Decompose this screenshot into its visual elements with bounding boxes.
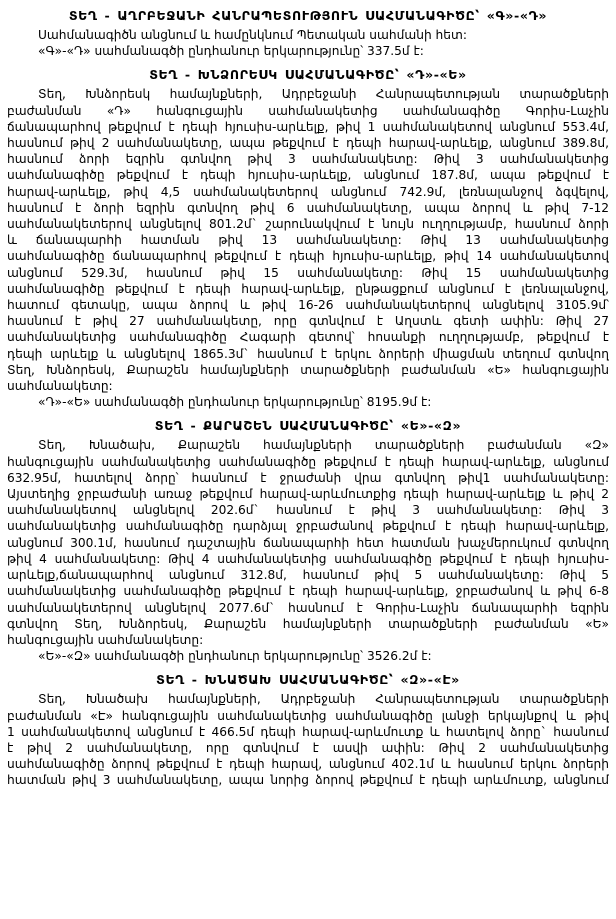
text-line: անցնում 529.3մ, հասնում թիվ 15 սահմանակետը: Թիվ 15 սահմանակետից <box>7 265 609 280</box>
text-line: Սահմանագիծն անցնում և համընկնում Պետական սահմանի հետ: <box>38 28 467 42</box>
text-line: արևելք,ճանապարհով անցնում 312.8մ, հասնում թիվ 5 սահմանակետը: Թիվ 5 <box>7 568 609 583</box>
section-heading: ՏԵՂ - ԱՂՐԲԵՋԱՆԻ ՀԱՆՐԱՊԵՏՈՒԹՅՈՒՆ ՍԱՀՄԱՆԱԳԻԾԸ՝ «Գ»-«Դ» <box>68 8 548 23</box>
text-line: հանգուցային սահմանակետը: <box>7 632 204 647</box>
section-body <box>7 691 609 788</box>
text-line: անցնում 300.1մ, հասնում դաշտային ճանապարհի հետ հատման խաչմերուկում գտնվող <box>7 535 609 550</box>
text-line: բաժանման «Է» հանգուցային սահմանակետից սահմանագիծը լանջի երկայնքով և թիվ <box>7 708 609 723</box>
text-line: սահմանակետից սահմանագիծը թեքվում է դեպի հարավ-արևելք, ջրբաժանով և թիվ 6-8 <box>7 584 609 599</box>
text-line: թիվ 4 սահմանակետը: Թիվ 4 սահմանակետից սահմանագիծը թեքվում է դեպի հյուսիս- <box>7 551 609 566</box>
text-line: բաժանման «Դ» հանգուցային սահմանակետից սահմանագիծը Գորիս-Լաչին <box>7 103 609 118</box>
text-line: հատում գետակը, ապա ձորով և թիվ 16-26 սահմանակետերով անցնելով 3105.9մ՝ <box>7 298 609 313</box>
text-line: «Ե»-«Զ» սահմանագծի ընդհանուր երկարությունը՝ 3526.2մ է: <box>38 649 432 664</box>
text-line: Տեղ, Խնածախ, Քարաշեն համայնքների տարածքների բաժանման «Զ» <box>38 438 609 453</box>
text-line: հասնում է ձորի եզրին գտնվող թիվ 6 սահմանակետը, ապա ձորով և թիվ 7-12 <box>7 200 609 215</box>
section-body <box>7 437 609 664</box>
text-line: հասնում ձորի եզրին գտնվող թիվ 3 սահմանակետը: Թիվ 3 սահմանակետից <box>7 152 609 167</box>
text-line: Տեղ, Խնձորեսկ համայնքների, Ադրբեջանի Հանրապետության տարածքների <box>38 87 609 102</box>
section-heading: ՏԵՂ - ՔԱՐԱՇԵՆ ՍԱՀՄԱՆԱԳԻԾԸ՝ «Ե»-«Զ» <box>154 418 462 434</box>
text-line: սահմանագիծը ճանապարհով թեքվում է դեպի հյուսիս-արևելք, թիվ 14 սահմանակետով <box>7 249 609 264</box>
text-line: գտնվող Տեղ, Խնձորեսկ, Քարաշեն համայնքների տարածքների բաժանման «Ե» <box>7 616 609 631</box>
section-heading: ՏԵՂ - ԽՆՁՈՐԵՍԿ ՍԱՀՄԱՆԱԳԻԾԸ՝ «Դ»-«Ե» <box>149 67 467 83</box>
section-heading: ՏԵՂ - ԽՆԱԾԱԽ ՍԱՀՄԱՆԱԳԻԾԸ՝ «Զ»-«Է» <box>156 672 460 688</box>
text-line: հասնում թիվ 2 սահմանակետը, ապա թեքվում է դեպի հարավ-արևելք, անցնում 389.8մ, <box>7 136 609 151</box>
text-line: հատման թիվ 3 սահմանակետը, ապա նորից ձորով թեքվում է դեպի արևմուտք, անցնում <box>7 773 609 788</box>
text-line: 1 սահմանակետով անցնում է 466.5մ դեպի հարավ-արևմուտք և հատելով ձորը` հասնում <box>7 724 609 739</box>
text-line: Տեղ, Խնածախ համայնքների, Ադրբեջանի Հանրապետության տարածքների <box>38 692 609 707</box>
text-line: և ճանապարհի հատման թիվ 13 սահմանակետը: Թիվ 13 սահմանակետից <box>7 233 609 248</box>
section-body <box>7 86 609 410</box>
text-line: ճանապարհով թեքվում է դեպի հյուսիս-արևելք, թիվ 1 սահմանակետով անցնում 553.4մ, <box>7 119 609 134</box>
text-line: սահմանակետից սահմանագիծը Հագարի գետով՝ հոսանքի ուղղությամբ, թեքվում է <box>7 330 609 345</box>
text-line: 632.95մ, հատելով ձորը՝ հասնում է ջրաժանի վրա գտնվող թիվ1 սահմանակետը: <box>7 470 609 485</box>
text-line: սահմանագիծը թեքվում է դեպի հյուսիս-արևելք, անցնում 187.8մ, ապա թեքվում է <box>7 168 609 183</box>
text-line: Այստեղից ջրբաժանի առաջ թեքվում հարավ-արևմուտքից դեպի հարավ-արևելք և թիվ 2 <box>7 487 609 502</box>
text-line: սահմանագիծը թեքվում է դեպի հարավ-արևելք, ընթացքում անցնում է լեռնալանջով, <box>7 281 609 296</box>
text-line: հասնում է թիվ 27 սահմանակետը, որը գտնվում է Աղստև գետի ափին: Թիվ 27 <box>7 314 609 329</box>
text-line: հարավ-արևելք, թիվ 4,5 սահմանակետերով անցնում 742.9մ, լեռնալանջով ձգվելով, <box>7 184 609 199</box>
text-line: սահմանակետից սահմանագիծը դարձյալ ջրբաժանով թեքվում է դեպի հարավ-արևելք, <box>7 519 609 534</box>
text-line: սահմանակետերով անցնելով 801.2մ` շարունակվում է նույն ուղղությամբ, հասնում ձորի <box>7 217 609 232</box>
section-body <box>7 27 609 59</box>
text-line: սահմանակետերով անցնելով 2077.6մ` հասնում է Գորիս-Լաչին ճանապարհի եզրին <box>7 600 609 615</box>
text-line: սահմանակետով անցնելով 202.6մ` հասնում է թիվ 3 սահմանակետը: Թիվ 3 <box>7 503 609 518</box>
text-line: հանգուցային սահմանակետից սահմանագիծը թեքվում է դեպի հարավ-արևելք, անցնում <box>7 454 609 469</box>
text-line: է թիվ 2 սահմանակետը, որը գտնվում է ասվի ափին: Թիվ 2 սահմանակետից <box>7 740 609 755</box>
text-line: «Գ»-«Դ» սահմանագծի ընդհանուր երկարությունը՝ 337.5մ է: <box>38 44 424 59</box>
text-line: սահմանակետը: <box>7 379 113 394</box>
text-line: սահմանագիծը ձորով թեքվում է դեպի հարավ, անցնում 402.1մ և հասնում երկու ձորերի <box>7 757 609 772</box>
text-line: դեպի արևելք և անցնելով 1865.3մ` հասնում է երկու ձորերի միացման տեղում գտնվող <box>7 346 609 361</box>
text-line: «Դ»-«Ե» սահմանագծի ընդհանուր երկարությունը՝ 8195.9մ է: <box>38 395 432 410</box>
text-line: Տեղ, Խնձորեսկ, Քարաշեն համայնքների տարածքների բաժանման «Ե» հանգուցային <box>7 362 609 377</box>
